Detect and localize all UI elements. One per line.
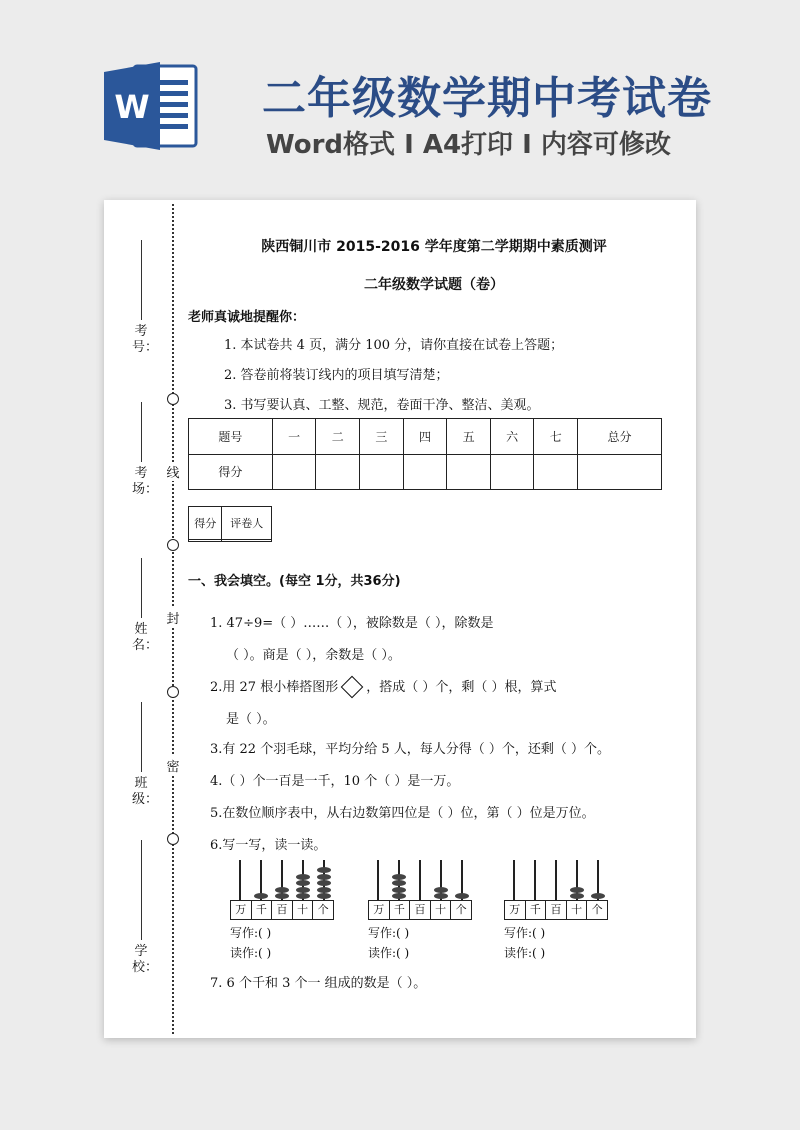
abacus-rod <box>534 860 536 900</box>
table-cell: 三 <box>360 419 404 455</box>
field-exam-room[interactable]: 考场： <box>132 402 150 498</box>
abacus-bead <box>317 867 331 873</box>
abacus-bead <box>392 880 406 886</box>
table-cell: 评卷人 <box>222 507 272 540</box>
table-cell: 得分 <box>189 454 273 490</box>
abacus-place-label: 百 <box>271 901 292 919</box>
table-cell: 六 <box>490 419 534 455</box>
abacus-rod <box>239 860 241 900</box>
score-cell[interactable] <box>316 454 360 490</box>
binding-char-xian: 线 <box>164 462 182 481</box>
abacus-place-label: 千 <box>525 901 546 919</box>
score-cell[interactable] <box>490 454 534 490</box>
abacus-rod <box>377 860 379 900</box>
table-cell: 七 <box>534 419 578 455</box>
abacus-rod <box>555 860 557 900</box>
score-cell[interactable] <box>403 454 447 490</box>
field-class[interactable]: 班级： <box>132 702 150 808</box>
question-2-line-2: 是（ ）。 <box>226 712 276 727</box>
binding-hole <box>167 686 179 698</box>
table-cell: 一 <box>272 419 316 455</box>
abacus-bead <box>317 874 331 880</box>
abacus-place-label: 个 <box>450 901 471 919</box>
read-answer[interactable]: 读作:( ) <box>504 946 546 960</box>
score-cell[interactable] <box>534 454 578 490</box>
score-table-row <box>189 454 662 490</box>
score-cell[interactable] <box>360 454 404 490</box>
word-icon <box>104 58 204 154</box>
abacus-place-label: 十 <box>566 901 587 919</box>
score-cell[interactable] <box>272 454 316 490</box>
abacus-place-label: 万 <box>509 903 521 916</box>
banner <box>0 0 800 190</box>
table-cell: 四 <box>403 419 447 455</box>
abacus-place-label: 千 <box>389 901 410 919</box>
abacus <box>230 860 334 920</box>
abacus-bead <box>392 893 406 899</box>
banner-subtitle: Word格式 I A4打印 I 内容可修改 <box>266 130 671 160</box>
abacus-bead <box>317 893 331 899</box>
abacus-base <box>368 900 472 920</box>
abacus-place-label: 十 <box>430 901 451 919</box>
table-cell: 得分 <box>189 507 222 540</box>
field-name[interactable]: 姓名： <box>132 558 150 654</box>
question-4: 4.（ ）个一百是一千，10 个（ ）是一万。 <box>210 774 460 789</box>
abacus-rod <box>513 860 515 900</box>
table-cell: 二 <box>316 419 360 455</box>
abacus-place-label: 百 <box>545 901 566 919</box>
abacus-place-label: 十 <box>292 901 313 919</box>
instruction-3: 3. 书写要认真、工整、规范，卷面干净、整洁、美观。 <box>224 398 540 413</box>
question-5: 5.在数位顺序表中，从右边数第四位是（ ）位，第（ ）位是万位。 <box>210 806 595 821</box>
abacus <box>504 860 608 920</box>
abacus-bead <box>455 893 469 899</box>
exam-subtitle: 二年级数学试题（卷） <box>364 277 504 293</box>
abacus-bead <box>570 893 584 899</box>
abacus-bead <box>317 880 331 886</box>
abacus <box>368 860 472 920</box>
write-answer[interactable]: 写作:( ) <box>368 926 410 940</box>
grader-cell[interactable] <box>222 540 272 542</box>
binding-hole <box>167 393 179 405</box>
abacus-place-label: 千 <box>251 901 272 919</box>
question-3: 3.有 22 个羽毛球，平均分给 5 人，每人分得（ ）个，还剩（ ）个。 <box>210 742 611 757</box>
abacus-bead <box>296 874 310 880</box>
instruction-2: 2. 答卷前将装订线内的项目填写清楚； <box>224 368 449 383</box>
score-cell[interactable] <box>578 454 662 490</box>
abacus-bead <box>254 893 268 899</box>
question-1-line-2: （ ）。商是（ ），余数是（ ）。 <box>226 648 401 663</box>
abacus-bead <box>591 893 605 899</box>
exam-title: 陕西铜川市 2015-2016 学年度第二学期期中素质测评 <box>261 239 607 255</box>
field-school[interactable]: 学校： <box>132 840 150 976</box>
write-answer[interactable]: 写作:( ) <box>230 926 272 940</box>
table-cell: 总分 <box>578 419 662 455</box>
section-1-title: 一、我会填空。(每空 1分，共36分) <box>188 574 401 589</box>
question-7: 7. 6 个千和 3 个一 组成的数是（ ）。 <box>210 976 427 991</box>
read-answer[interactable]: 读作:( ) <box>368 946 410 960</box>
binding-char-mi: 密 <box>164 756 182 775</box>
table-cell: 题号 <box>189 419 273 455</box>
abacus-bead <box>296 893 310 899</box>
abacus-bead <box>570 887 584 893</box>
abacus-bead <box>275 887 289 893</box>
abacus-place-label: 个 <box>586 901 607 919</box>
binding-hole <box>167 539 179 551</box>
question-6: 6.写一写，读一读。 <box>210 838 327 853</box>
exam-paper <box>104 200 696 1038</box>
abacus-bead <box>275 893 289 899</box>
write-answer[interactable]: 写作:( ) <box>504 926 546 940</box>
abacus-bead <box>296 880 310 886</box>
score-cell[interactable] <box>447 454 491 490</box>
table-cell: 五 <box>447 419 491 455</box>
field-exam-number[interactable]: 考号： <box>132 240 150 356</box>
logo-letter: W <box>114 88 150 126</box>
grader-table <box>188 506 272 542</box>
abacus-bead <box>296 887 310 893</box>
abacus-base <box>504 900 608 920</box>
question-2-line-1: 2.用 27 根小棒搭图形 ，搭成（ ）个，剩（ ）根，算式 <box>210 676 556 695</box>
abacus-place-label: 个 <box>312 901 333 919</box>
binding-char-feng: 封 <box>164 608 182 627</box>
reminder-heading: 老师真诚地提醒你： <box>188 310 306 325</box>
abacus-base <box>230 900 334 920</box>
banner-title: 二年级数学期中考试卷 <box>262 73 712 124</box>
abacus-place-label: 万 <box>373 903 385 916</box>
binding-hole <box>167 833 179 845</box>
diamond-shape-icon <box>341 676 364 699</box>
read-answer[interactable]: 读作:( ) <box>230 946 272 960</box>
abacus-bead <box>392 887 406 893</box>
abacus-place-label: 万 <box>235 903 247 916</box>
score-cell[interactable] <box>189 540 222 542</box>
abacus-bead <box>392 874 406 880</box>
question-1-line-1: 1. 47÷9=（ ）……（ ），被除数是（ ），除数是 <box>210 616 494 631</box>
abacus-bead <box>317 887 331 893</box>
abacus-bead <box>434 887 448 893</box>
score-table <box>188 418 662 490</box>
abacus-bead <box>434 893 448 899</box>
score-table-header <box>189 419 662 455</box>
abacus-place-label: 百 <box>409 901 430 919</box>
instruction-1: 1. 本试卷共 4 页，满分 100 分，请你直接在试卷上答题； <box>224 338 564 353</box>
abacus-rod <box>419 860 421 900</box>
